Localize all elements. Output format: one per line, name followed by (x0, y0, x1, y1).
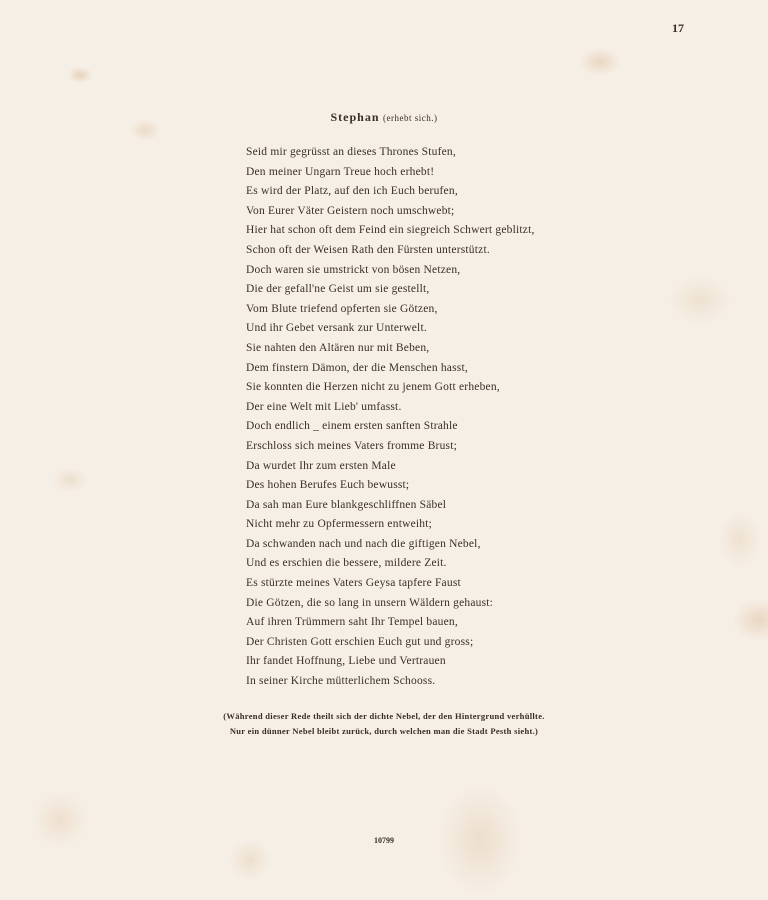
verse-line: Nicht mehr zu Opfermessern entweiht; (246, 518, 433, 531)
verse-line: Es wird der Platz, auf den ich Euch berufen, (246, 185, 458, 198)
stage-direction (0, 709, 768, 739)
verse-line: Hier hat schon oft dem Feind ein siegreich Schwert geblitzt, (246, 224, 535, 237)
verse-line: Schon oft der Weisen Rath den Fürsten unterstützt. (246, 243, 490, 256)
verse-line: Doch waren sie umstrickt von bösen Netzen, (246, 263, 461, 276)
verse-line: Vom Blute triefend opferten sie Götzen, (246, 302, 438, 315)
verse-line: Da wurdet Ihr zum ersten Male (246, 459, 396, 472)
verse-block (246, 143, 556, 692)
verse-line: Der Christen Gott erschien Euch gut und gross; (246, 635, 474, 648)
verse-line: Doch endlich _ einem ersten sanften Strahle (246, 420, 458, 433)
verse-line: In seiner Kirche mütterlichem Schooss. (246, 675, 436, 688)
plate-number: 10799 (374, 836, 394, 845)
verse-line: Auf ihren Trümmern saht Ihr Tempel bauen, (246, 616, 458, 629)
verse-line: Von Eurer Väter Geistern noch umschwebt; (246, 204, 455, 217)
verse-line: Da sah man Eure blankgeschliffnen Säbel (246, 498, 447, 511)
speaker-stage-direction: (erhebt sich.) (383, 113, 438, 123)
verse-line: Der eine Welt mit Lieb' umfasst. (246, 400, 402, 413)
stage-direction-line: (Während dieser Rede theilt sich der dichte Nebel, der den Hintergrund verhüllte. (223, 711, 545, 721)
verse-line: Sie nahten den Altären nur mit Beben, (246, 341, 430, 354)
verse-line: Da schwanden nach und nach die giftigen Nebel, (246, 537, 481, 550)
page-number: 17 (672, 21, 684, 35)
verse-line: Es stürzte meines Vaters Geysa tapfere Faust (246, 577, 461, 590)
stage-direction-line: Nur ein dünner Nebel bleibt zurück, durch welchen man die Stadt Pesth sieht.) (229, 726, 539, 736)
verse-line: Und es erschien die bessere, mildere Zeit. (246, 557, 447, 570)
verse-line: Des hohen Berufes Euch bewusst; (246, 479, 410, 492)
verse-line: Den meiner Ungarn Treue hoch erhebt! (246, 165, 435, 178)
speaker-name: Stephan (330, 110, 380, 124)
verse-line: Sie konnten die Herzen nicht zu jenem Gott erheben, (246, 381, 500, 394)
speaker-heading (0, 110, 768, 125)
verse-line: Seid mir gegrüsst an dieses Thrones Stufen, (246, 146, 456, 158)
verse-line: Dem finstern Dämon, der die Menschen hasst, (246, 361, 468, 374)
verse-line: Ihr fandet Hoffnung, Liebe und Vertrauen (246, 655, 446, 668)
verse-line: Die der gefall'ne Geist um sie gestellt, (246, 283, 430, 296)
verse-line: Die Götzen, die so lang in unsern Wäldern gehaust: (246, 596, 494, 609)
verse-line: Und ihr Gebet versank zur Unterwelt. (246, 322, 427, 335)
verse-line: Erschloss sich meines Vaters fromme Brust; (246, 439, 458, 452)
